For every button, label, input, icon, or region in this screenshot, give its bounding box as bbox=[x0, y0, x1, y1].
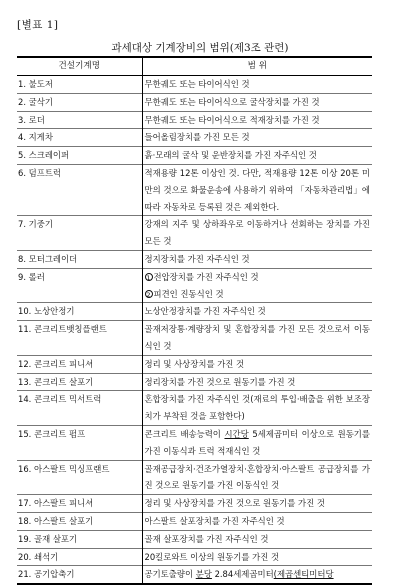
table-row bbox=[17, 76, 372, 94]
table-row bbox=[17, 303, 372, 321]
equipment-scope: 정리 및 사상장치를 가진 것으로 원동기를 가진 것 bbox=[142, 495, 372, 513]
table-row bbox=[17, 566, 372, 584]
table-row bbox=[17, 147, 372, 165]
scope-text: 2.84세제곱미터 bbox=[211, 569, 274, 580]
equipment-scope: 적재용량 12톤 이상인 것. 다만, 적재용량 12톤 이상 20톤 미만의 것으로 화물운송에 사용하기 위하여 「자동차관리법」에 따라 자동차로 등록된 것은 제외한다. bbox=[142, 164, 372, 215]
equipment-name: 19. 골재 살포기 bbox=[17, 530, 142, 548]
equipment-name: 4. 지게차 bbox=[17, 129, 142, 147]
equipment-scope: 정리 및 사상장치를 가진 것 bbox=[142, 355, 372, 373]
equipment-name: 5. 스크레이퍼 bbox=[17, 147, 142, 165]
equipment-scope bbox=[142, 566, 372, 584]
table-row bbox=[17, 373, 372, 391]
scope-text: 공기토출량이 bbox=[144, 569, 196, 580]
scope-subitem bbox=[145, 286, 371, 303]
equipment-name: 6. 덤프트럭 bbox=[17, 164, 142, 215]
table-row bbox=[17, 425, 372, 460]
scope-text: 5세제곱미터 이상으로 원동기를 가진 이동식과 트럭 적재식인 것 bbox=[144, 428, 370, 456]
table-row bbox=[17, 460, 372, 495]
underlined-term: (제곱센티미터당 bbox=[273, 569, 334, 580]
equipment-name: 8. 모터그레이더 bbox=[17, 250, 142, 268]
appendix-label: [별표 1] bbox=[17, 19, 59, 31]
column-header-name: 건설기계명 bbox=[17, 57, 142, 76]
table-row bbox=[17, 495, 372, 513]
equipment-scope: 무한궤도 또는 타이어식인 것 bbox=[142, 76, 372, 94]
equipment-scope: 골재공급장치·건조가열장치·혼합장치·아스팔트 공급장치를 가진 것으로 원동기를 가진 이동식인 것 bbox=[142, 460, 372, 495]
table-row bbox=[17, 321, 372, 356]
equipment-name: 1. 불도저 bbox=[18, 79, 53, 89]
equipment-scope: 흙·모래의 굴삭 및 운반장치를 가진 자주식인 것 bbox=[142, 147, 372, 165]
circled-number: 1 bbox=[146, 273, 151, 282]
equipment-name: 20. 쇄석기 bbox=[17, 548, 142, 566]
equipment-scope: 20킬로와트 이상의 원동기를 가진 것 bbox=[142, 548, 372, 566]
table-row bbox=[17, 164, 372, 215]
equipment-scope: 정지장치를 가진 자주식인 것 bbox=[142, 250, 372, 268]
equipment-scope: 강재의 지주 및 상하좌우로 이동하거나 선회하는 장치를 가진 모든 것 bbox=[142, 216, 372, 251]
table-header-row bbox=[17, 57, 372, 76]
underlined-term: 시간당 bbox=[224, 428, 249, 439]
equipment-name: 21. 공기압축기 bbox=[17, 566, 142, 584]
table-row bbox=[17, 129, 372, 147]
table-row bbox=[17, 530, 372, 548]
table-row bbox=[17, 512, 372, 530]
equipment-name: 7. 기중기 bbox=[17, 216, 142, 251]
equipment-scope: 골재 살포장치를 가진 자주식인 것 bbox=[142, 530, 372, 548]
equipment-name: 14. 콘크리트 믹서트럭 bbox=[17, 391, 142, 426]
table-row bbox=[17, 355, 372, 373]
table-row bbox=[17, 216, 372, 251]
equipment-scope-table bbox=[17, 56, 372, 585]
table-row bbox=[17, 268, 372, 303]
equipment-name: 18. 아스팔트 살포기 bbox=[17, 512, 142, 530]
equipment-scope bbox=[142, 268, 372, 303]
equipment-scope: 노상안정장치를 가진 자주식인 것 bbox=[142, 303, 372, 321]
equipment-scope: 골재저장통·계량장치 및 혼합장치를 가진 모든 것으로서 이동식인 것 bbox=[142, 321, 372, 356]
equipment-scope bbox=[142, 425, 372, 460]
equipment-scope: 정리장치를 가진 것으로 원동기를 가진 것 bbox=[142, 373, 372, 391]
equipment-name: 11. 콘크리트뱃칭플랜트 bbox=[17, 321, 142, 356]
scope-subitem bbox=[145, 269, 371, 286]
scope-subitem-text: 피견인 진동식인 것 bbox=[153, 288, 224, 299]
circled-number: 2 bbox=[146, 290, 151, 299]
scope-subitem-text: 전압장치를 가진 자주식인 것 bbox=[153, 271, 259, 282]
table-row bbox=[17, 250, 372, 268]
equipment-scope: 무한궤도 또는 타이어식으로 적재장치를 가진 것 bbox=[142, 111, 372, 129]
equipment-scope: 혼합장치를 가진 자주식인 것(재료의 투입·배출을 위한 보조장치가 부착된 것을 포함한다) bbox=[142, 391, 372, 426]
equipment-scope: 무한궤도 또는 타이어식으로 굴삭장치를 가진 것 bbox=[142, 93, 372, 111]
table-row bbox=[17, 548, 372, 566]
column-header-scope: 범 위 bbox=[142, 57, 372, 76]
equipment-name: 9. 롤러 bbox=[17, 268, 142, 303]
equipment-name: 15. 콘크리트 펌프 bbox=[17, 425, 142, 460]
equipment-scope: 아스팔트 살포장치를 가진 자주식인 것 bbox=[142, 512, 372, 530]
table-row bbox=[17, 391, 372, 426]
equipment-name: 3. 로더 bbox=[17, 111, 142, 129]
equipment-name: 12. 콘크리트 피니셔 bbox=[17, 355, 142, 373]
equipment-scope: 들어올림장치를 가진 모든 것 bbox=[142, 129, 372, 147]
table-row bbox=[17, 111, 372, 129]
equipment-name: 10. 노상안정기 bbox=[17, 303, 142, 321]
equipment-name: 13. 콘크리트 살포기 bbox=[17, 373, 142, 391]
equipment-name: 17. 아스팔트 피니셔 bbox=[17, 495, 142, 513]
equipment-name: 2. 굴삭기 bbox=[17, 93, 142, 111]
underlined-term: 분당 bbox=[195, 569, 212, 580]
scope-text: 콘크리트 배송능력이 bbox=[144, 428, 225, 439]
table-row bbox=[17, 93, 372, 111]
document-title: 과세대상 기계장비의 범위(제3조 관련) bbox=[111, 42, 289, 54]
equipment-name: 16. 아스팔트 믹싱프랜트 bbox=[17, 460, 142, 495]
